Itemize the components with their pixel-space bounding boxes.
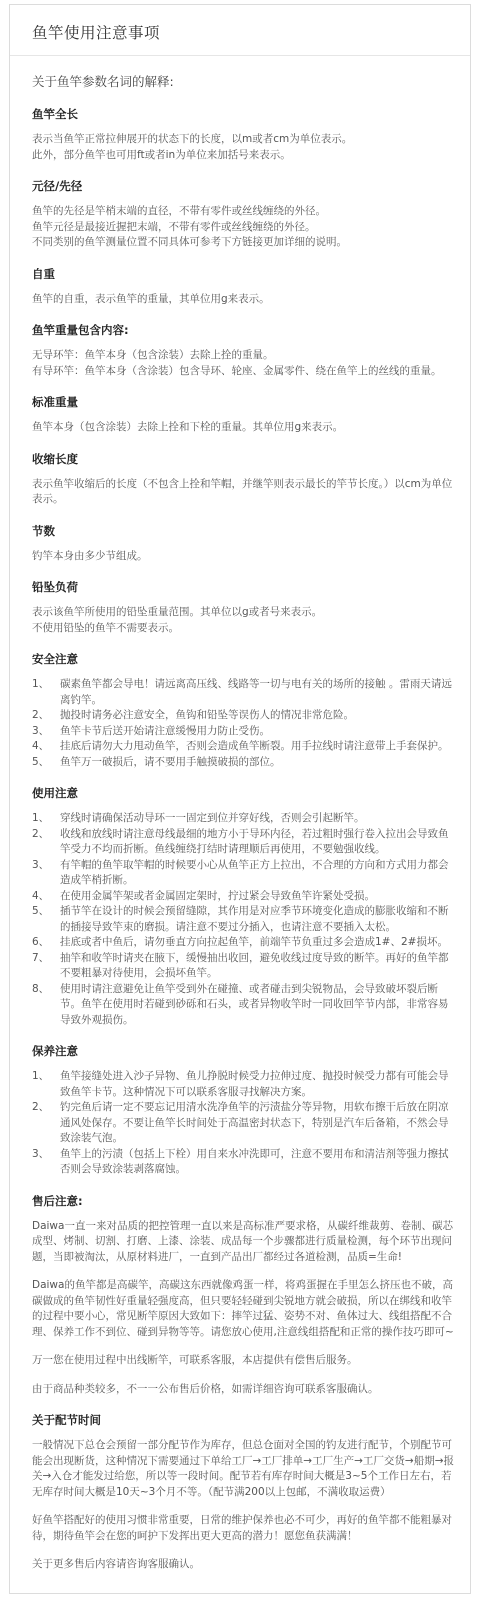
section-paragraph: 表示该鱼竿所使用的铅坠重量范围。其单位以g或者号来表示。 (32, 606, 323, 618)
list-item-number: 6、 (32, 936, 50, 948)
section-paragraph: 无导环竿：鱼竿本身（包含涂装）去除上拴的重量。 (32, 349, 274, 361)
list-item (32, 724, 454, 740)
section-paragraph: 关于更多售后内容请咨询客服确认。 (32, 1558, 200, 1570)
list-item-number: 2、 (32, 1101, 50, 1113)
list-item (32, 1069, 454, 1100)
list-item (32, 951, 454, 982)
list-item-text: 挂底后请勿大力甩动鱼竿，否则会造成鱼竿断裂。用手拉线时请注意带上手套保护。 (60, 740, 449, 752)
list-item (32, 935, 454, 951)
list-item (32, 1100, 454, 1147)
list-item-number: 2、 (32, 709, 50, 721)
list-item (32, 755, 454, 771)
list-item (32, 811, 454, 827)
list-item-number: 4、 (32, 889, 50, 902)
list-item-text: 鱼竿卡节后送开始请注意缓慢用力防止受伤。 (60, 724, 270, 737)
section-heading: 鱼竿重量包含内容: (32, 323, 129, 337)
list-item-number: 8、 (32, 982, 50, 995)
list-item (32, 904, 454, 935)
section-paragraph: 有导环竿：鱼竿本身（含涂装）包含导环、轮座、金属零件、绕在鱼竿上的丝线的重量。 (32, 364, 442, 377)
section-heading: 自重 (32, 266, 55, 281)
list-item (32, 708, 454, 724)
section-heading: 售后注意: (32, 1193, 83, 1208)
section-heading: 标准重量 (32, 395, 78, 409)
list-item-text: 抽竿和收竿时请夹在腋下，缓慢抽出收回，避免收线过度导致的断竿。再好的鱼竿都不要粗暴对待使用，会损坏鱼竿。 (60, 951, 449, 979)
section (32, 1042, 454, 1178)
section (32, 105, 454, 163)
section (32, 1192, 454, 1398)
section-heading: 节数 (32, 523, 55, 538)
list-item-text: 挂底或者中鱼后，请勿垂直方向拉起鱼竿，前端竿节负重过多会造成1#、2#损坏。 (60, 936, 448, 948)
list-item-text: 鱼竿万一破损后，请不要用手触摸破损的部位。 (60, 755, 281, 768)
numbered-list (32, 677, 454, 770)
section-heading: 安全注意 (32, 652, 78, 666)
document-content (32, 73, 454, 1573)
section (32, 177, 454, 251)
section (32, 265, 454, 308)
list-item-text: 有竿帽的鱼竿取竿帽的时候要小心从鱼竿正方上拉出，不合理的方向和方式用力都会造成竿梢折断。 (60, 858, 449, 886)
section (32, 578, 454, 636)
title-divider (10, 55, 470, 56)
list-item-number: 1、 (32, 1070, 50, 1082)
list-item-text: 鱼竿上的污渍（包括上下栓）用自来水冲洗即可，注意不要用布和清洁剂等强力擦拭否则会导致涂装剥落腐蚀。 (60, 1147, 449, 1175)
list-item-text: 鱼竿接缝处进入沙子异物、鱼儿挣脱时候受力拉伸过度、抛投时候受力都有可能会导致鱼竿卡节。这种情况下可以联系客服寻找解决方案。 (60, 1070, 449, 1098)
section-heading: 关于配节时间 (32, 1413, 101, 1427)
list-item (32, 858, 454, 889)
list-item-text: 抛投时请务必注意安全，鱼钩和铅坠等误伤人的情况非常危险。 (60, 709, 354, 721)
section-paragraph: 由于商品种类较多，不一一公布售后价格，如需详细咨询可联系客服确认。 (32, 1382, 379, 1395)
section-heading: 元径/先径 (32, 179, 83, 193)
section (32, 450, 454, 508)
list-item-text: 在使用金属竿架或者金属固定架时，拧过紧会导致鱼竿许紧处受损。 (60, 889, 375, 902)
list-item-number: 2、 (32, 827, 50, 840)
section-paragraph: 钓竿本身由多少节组成。 (32, 549, 148, 562)
intro-text: 关于鱼竿参数名词的解释: (32, 74, 174, 89)
document-page (9, 4, 471, 1594)
numbered-list (32, 1069, 454, 1178)
section (32, 522, 454, 565)
section-paragraph: 鱼竿的先径是竿梢末端的直径，不带有零件或丝线缠绕的外径。 (32, 205, 326, 217)
section-heading: 铅坠负荷 (32, 580, 78, 594)
section (32, 321, 454, 379)
list-item (32, 677, 454, 708)
section-paragraph: 不同类别的鱼竿测量位置不同具体可参考下方链接更加详细的说明。 (32, 236, 347, 248)
list-item-number: 3、 (32, 724, 50, 737)
list-item-number: 7、 (32, 951, 50, 964)
section (32, 1411, 454, 1573)
section-paragraph: 鱼竿元径是最接近握把末端，不带有零件或丝线缠绕的外径。 (32, 220, 316, 233)
section-paragraph: 此外，部分鱼竿也可用ft或者in为单位来加括号来表示。 (32, 148, 291, 161)
section (32, 650, 454, 770)
list-item-text: 插节竿在设计的时候会预留缝隙，其作用是对应季节环境变化造成的膨胀收缩和不断的插接导致竿束的磨损。请注意不要过分插入，也请注意不要插入太松。 (60, 905, 449, 933)
list-item-text: 穿线时请确保活动导环一一固定到位并穿好线，否则会引起断竿。 (60, 812, 365, 824)
section-paragraph: Daiwa的鱼竿都是高碳竿，高碳这东西就像鸡蛋一样，将鸡蛋握在手里怎么挤压也不破，高碳做成的鱼竿韧性好重量轻强度高，但只要轻轻碰到尖锐地方就会破损，所以在绑线和收竿的过程中要小心，常见断竿原因大致如下：摔竿过猛、姿势不对、鱼体过大、线组搭配不合理、保养工作不到位、碰到异物等等。请您放心使用,注意线组搭配和正常的操作技巧即可~ (32, 1279, 454, 1338)
list-item-number: 5、 (32, 755, 50, 768)
list-item (32, 827, 454, 858)
section (32, 784, 454, 1028)
list-item-number: 4、 (32, 740, 50, 752)
section-paragraph: 鱼竿本身（包含涂装）去除上拴和下栓的重量。其单位用g来表示。 (32, 421, 344, 433)
section (32, 393, 454, 436)
list-item-number: 3、 (32, 858, 50, 871)
section-paragraph: Daiwa一直一来对品质的把控管理一直以来是高标准严要求格，从碳纤维裁剪、卷制、碳芯成型、烤制、切割、打磨、上漆、涂装、成品每一个步骤都进行质量检测，每个环节出现问题，当即被淘汰，从原材料进厂，一直到产品出厂都经过各道检测，品质=生命! (32, 1219, 453, 1263)
section-heading: 使用注意 (32, 786, 78, 800)
list-item (32, 982, 454, 1029)
section-paragraph: 万一您在使用过程中出线断竿，可联系客服，本店提供有偿售后服务。 (32, 1354, 358, 1366)
section-paragraph: 鱼竿的自重，表示鱼竿的重量，其单位用g来表示。 (32, 292, 270, 305)
list-item-text: 收线和放线时请注意母线最细的地方小于导环内径，若过粗时强行卷入拉出会导致鱼竿受力不均而折断。鱼线缠绕打结时请理顺后再使用，不要勉强收线。 (60, 827, 449, 855)
section-paragraph: 不使用铅坠的鱼竿不需要表示。 (32, 621, 179, 634)
section-paragraph: 好鱼竿搭配好的使用习惯非常重要，日常的维护保养也必不可少，再好的鱼竿都不能粗暴对待，期待鱼竿会在您的呵护下发挥出更大更高的潜力！愿您鱼获满满！ (32, 1514, 452, 1542)
list-item-text: 钓完鱼后请一定不要忘记用清水洗净鱼竿的污渍盐分等异物，用软布擦干后放在阴凉通风处保存。不要让鱼竿长时间处于高温密封状态下，特别是汽车后备箱，不然会导致涂装气泡。 (60, 1101, 449, 1144)
list-item (32, 889, 454, 905)
list-item-text: 碳素鱼竿都会导电！请远离高压线、线路等一切与电有关的场所的接触 。雷雨天请远离钓竿。 (60, 678, 452, 706)
list-item (32, 1147, 454, 1178)
page-title: 鱼竿使用注意事项 (32, 24, 161, 42)
numbered-list (32, 811, 454, 1028)
list-item-number: 1、 (32, 812, 50, 824)
list-item-number: 5、 (32, 905, 50, 917)
section-paragraph: 一般情况下总仓会预留一部分配节作为库存，但总仓面对全国的钓友进行配节，个别配节可能会出现断货，这种情况下需要通过下单给工厂→工厂排单→工厂生产→工厂交货→船期→报关→入仓才能发过给您，所以等一段时间。配节若有库存时间大概是3~5个工作日左右，若无库存时间大概是10天~3个月不等。（配节满200以上包邮，不满收取运费） (32, 1439, 454, 1498)
section-heading: 收缩长度 (32, 451, 78, 466)
section-heading: 鱼竿全长 (32, 107, 78, 121)
list-item-text: 使用时请注意避免让鱼竿受到外在碰撞、或者碰击到尖锐物品，会导致破坏裂后断节。鱼竿在使用时若碰到砂砾和石头，或者异物收竿时一同收回竿节内部，非常容易导致外观损伤。 (60, 982, 449, 1026)
section-paragraph: 表示当鱼竿正常拉伸展开的状态下的长度，以m或者cm为单位表示。 (32, 133, 353, 145)
list-item-number: 1、 (32, 678, 50, 690)
list-item-number: 3、 (32, 1147, 50, 1160)
section-paragraph: 表示鱼竿收缩后的长度（不包含上拴和竿帽，并继竿则表示最长的竿节长度。）以cm为单位表示。 (32, 477, 453, 505)
section-heading: 保养注意 (32, 1044, 78, 1058)
list-item (32, 739, 454, 755)
